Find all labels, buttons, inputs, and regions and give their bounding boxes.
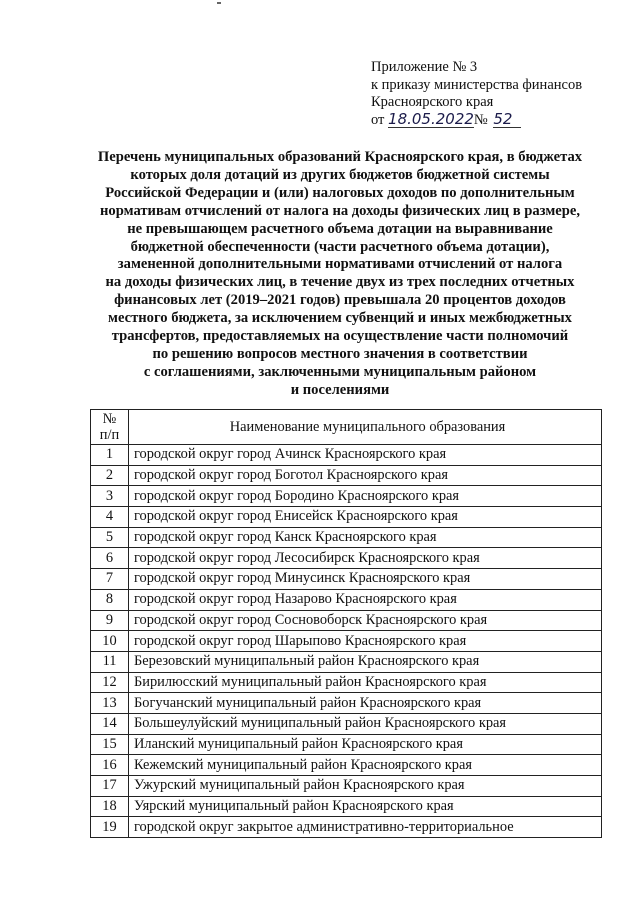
row-number: 11: [91, 651, 129, 672]
title-line: и поселениями: [290, 381, 390, 398]
appendix-title: Приложение № 3: [371, 59, 478, 75]
row-municipality-name: городской округ город Бородино Красноярского края: [129, 486, 602, 507]
title-line: трансфертов, предоставляемых на осуществление части полномочий: [111, 328, 569, 345]
row-number: 4: [91, 507, 129, 528]
table-row: [91, 755, 602, 776]
appendix-order-ref: к приказу министерства финансов: [371, 76, 583, 93]
appendix-block: [371, 59, 621, 129]
table-row: [91, 817, 602, 838]
table-row: [91, 796, 602, 817]
row-number: 19: [91, 817, 129, 838]
row-number: 15: [91, 734, 129, 755]
row-municipality-name: городской округ город Сосновоборск Красноярского края: [129, 610, 602, 631]
row-municipality-name: Богучанский муниципальный район Красноярского края: [129, 693, 602, 714]
row-number: 5: [91, 527, 129, 548]
municipalities-table: [90, 409, 602, 838]
table-row: [91, 610, 602, 631]
scan-mark: [217, 2, 221, 4]
row-municipality-name: городской округ город Минусинск Красноярского края: [129, 569, 602, 590]
table-row: [91, 631, 602, 652]
row-municipality-name: городской округ город Лесосибирск Красноярского края: [129, 548, 602, 569]
row-municipality-name: городской округ город Канск Красноярского края: [129, 527, 602, 548]
title-line: финансовых лет (2019–2021 годов) превышала 20 процентов доходов: [114, 292, 566, 309]
row-number: 12: [91, 672, 129, 693]
title-line: которых доля дотаций из других бюджетов бюджетной системы: [130, 166, 550, 183]
row-municipality-name: городской округ город Енисейск Красноярского края: [129, 507, 602, 528]
table-row: [91, 569, 602, 590]
appendix-date-line: [371, 109, 621, 130]
row-municipality-name: Кежемский муниципальный район Красноярского края: [129, 755, 602, 776]
header-number: № п/п: [91, 410, 129, 445]
row-municipality-name: городской округ закрытое административно-территориальное: [129, 817, 602, 838]
table-row: [91, 527, 602, 548]
row-number: 8: [91, 589, 129, 610]
title-line: по решению вопросов местного значения в соответствии: [152, 345, 528, 362]
document-title: [80, 149, 600, 400]
row-municipality-name: Березовский муниципальный район Красноярского края: [129, 651, 602, 672]
row-municipality-name: Ужурский муниципальный район Красноярского края: [129, 776, 602, 797]
table-row: [91, 734, 602, 755]
row-number: 3: [91, 486, 129, 507]
table-header-row: [91, 410, 602, 445]
table-row: [91, 651, 602, 672]
date-prefix: от: [371, 111, 385, 128]
title-line: замененной дополнительными нормативами отчислений от налога: [117, 256, 563, 273]
row-number: 10: [91, 631, 129, 652]
table-row: [91, 486, 602, 507]
row-municipality-name: городской округ город Назарово Красноярского края: [129, 589, 602, 610]
header-name: Наименование муниципального образования: [129, 410, 602, 445]
row-number: 16: [91, 755, 129, 776]
row-number: 18: [91, 796, 129, 817]
row-number: 2: [91, 465, 129, 486]
title-line: с соглашениями, заключенными муниципальным районом: [143, 363, 537, 380]
row-number: 14: [91, 713, 129, 734]
table-row: [91, 507, 602, 528]
row-municipality-name: Бирилюсский муниципальный район Красноярского края: [129, 672, 602, 693]
title-line: не превышающем расчетного объема дотации на выравнивание: [127, 220, 553, 237]
handwritten-number: 52: [493, 112, 521, 128]
row-municipality-name: Уярский муниципальный район Красноярского края: [129, 796, 602, 817]
table-row: [91, 445, 602, 466]
table-row: [91, 672, 602, 693]
table-row: [91, 589, 602, 610]
table-row: [91, 713, 602, 734]
handwritten-date: 18.05.2022: [388, 109, 474, 128]
row-number: 1: [91, 445, 129, 466]
table-row: [91, 693, 602, 714]
title-line: Российской Федерации и (или) налоговых доходов по дополнительным: [105, 184, 575, 201]
row-municipality-name: городской округ город Шарыпово Красноярского края: [129, 631, 602, 652]
row-municipality-name: городской округ город Ачинск Красноярского края: [129, 445, 602, 466]
title-line: на доходы физических лиц, в течение двух из трех последних отчетных: [105, 274, 575, 291]
title-line: бюджетной обеспеченности (части расчетного объема дотации),: [130, 238, 550, 255]
title-line: местного бюджета, за исключением субвенций и иных межбюджетных: [108, 310, 572, 327]
row-number: 7: [91, 569, 129, 590]
row-number: 9: [91, 610, 129, 631]
table-row: [91, 776, 602, 797]
title-line: Перечень муниципальных образований Красноярского края, в бюджетах: [97, 149, 583, 165]
appendix-region: Красноярского края: [371, 94, 494, 110]
number-sign: №: [473, 111, 488, 128]
row-municipality-name: Иланский муниципальный район Красноярского края: [129, 734, 602, 755]
title-line: нормативам отчислений от налога на доходы физических лиц в размере,: [100, 202, 580, 219]
table-row: [91, 465, 602, 486]
row-number: 17: [91, 776, 129, 797]
row-number: 6: [91, 548, 129, 569]
row-municipality-name: Большеулуйский муниципальный район Красноярского края: [129, 713, 602, 734]
row-municipality-name: городской округ город Боготол Красноярского края: [129, 465, 602, 486]
row-number: 13: [91, 693, 129, 714]
table-row: [91, 548, 602, 569]
